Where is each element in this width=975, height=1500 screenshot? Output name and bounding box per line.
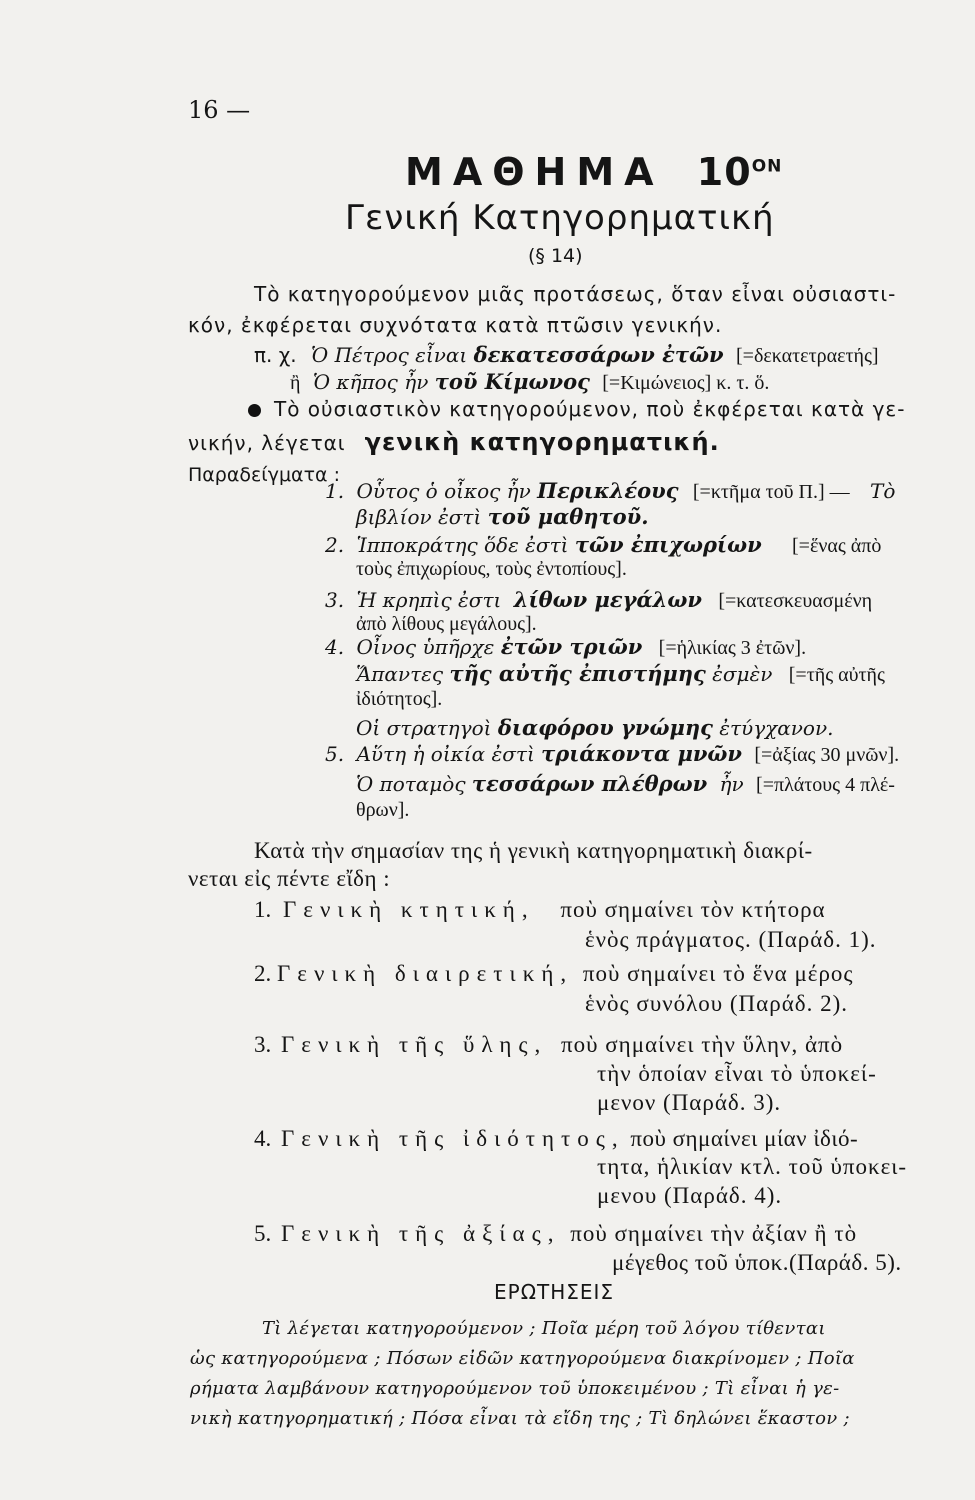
type-4 <box>254 1126 858 1152</box>
examples-label: Παραδείγματα : <box>188 464 340 486</box>
type-description: ποὺ σημαίνει μίαν ἰδιό- <box>630 1126 859 1151</box>
example-gloss: [=ἀξίας 30 μνῶν]. <box>754 744 900 766</box>
type-2 <box>254 961 854 987</box>
example-bold: διαφόρου γνώμης <box>497 715 713 740</box>
type-3 <box>254 1032 843 1058</box>
example-bold: τοῦ Κίμωνος <box>434 369 590 394</box>
type-name: Γενικὴ διαιρετική, <box>277 961 574 986</box>
type-name: Γενικὴ τῆς ἰδιότητος, <box>281 1126 625 1151</box>
example-number: 4. <box>325 635 345 659</box>
example-gloss: [=ἡλικίας 3 ἐτῶν]. <box>658 637 807 659</box>
question-line-3: ρήματα λαμβάνουν κατηγορούμενον τοῦ ὑποκειμένου ; Τὶ εἶναι ἡ γε- <box>190 1378 840 1399</box>
question-line-4: νικὴ κατηγορηματική ; Πόσα εἶναι τὰ εἴδη της ; Τὶ δηλώνει ἕκαστον ; <box>190 1408 850 1429</box>
lesson-number: 10 <box>696 150 752 194</box>
type-3-line-3: μενον (Παράδ. 3). <box>597 1090 782 1115</box>
lesson-number-suffix: ΟΝ <box>751 156 783 177</box>
example-gloss: [=πλάτους 4 πλέ- <box>756 774 895 796</box>
example-bold: τῆς αὐτῆς ἐπιστήμης <box>449 661 706 686</box>
example-4b-line-2: ἰδιότητος]. <box>356 688 443 710</box>
example-bold: τριάκοντα μνῶν <box>541 741 742 766</box>
type-description: ποὺ σημαίνει τὴν ἀξίαν ἢ τὸ <box>570 1221 858 1246</box>
type-2-line-2: ἑνὸς συνόλου (Παράδ. 2). <box>585 991 848 1016</box>
definition-line-2 <box>188 428 720 456</box>
example-italic: Ἅπαντες <box>356 662 444 686</box>
example-gloss: [=Κιμώνειος] κ. τ. ὅ. <box>602 372 770 394</box>
bullet-icon <box>248 404 261 417</box>
example-3 <box>325 587 872 613</box>
example-italic: Ἱπποκράτης ὅδε ἐστὶ <box>356 533 569 557</box>
example-4c <box>356 715 833 740</box>
type-3-line-2: τὴν ὁποίαν εἶναι τὸ ὑποκεί- <box>597 1061 877 1086</box>
type-description: ποὺ σημαίνει τὴν ὕλην, ἀπὸ <box>561 1032 844 1057</box>
example-bold: λίθων μεγάλων <box>513 587 702 612</box>
example-5b-line-2: θρων]. <box>356 799 410 821</box>
example-italic: Ὁ ποταμὸς <box>356 772 466 796</box>
question-line-1: Τὶ λέγεται κατηγορούμενον ; Ποῖα μέρη τοῦ λόγου τίθενται <box>262 1318 826 1339</box>
classification-line-2: νεται εἰς πέντε εἴδη : <box>188 866 391 891</box>
type-name: Γενικὴ κτητική, <box>283 897 535 922</box>
type-number: 1. <box>254 897 272 922</box>
example-italic: βιβλίον ἐστὶ <box>356 505 482 529</box>
type-5-line-2: μέγεθος τοῦ ὑποκ.(Παράδ. 5). <box>612 1250 902 1275</box>
example-bold: ἐτῶν τριῶν <box>500 634 643 659</box>
example-4 <box>325 634 806 660</box>
example-1-line-2 <box>356 504 649 529</box>
example-bold: τεσσάρων πλέθρων <box>471 771 708 796</box>
example-bold: δεκατεσσάρων ἐτῶν <box>473 342 724 367</box>
question-line-2: ὡς κατηγορούμενα ; Πόσων εἰδῶν κατηγορούμενα διακρίνομεν ; Ποῖα <box>190 1348 855 1369</box>
example-3-line-2: ἀπὸ λίθους μεγάλους]. <box>356 613 537 635</box>
type-description: ποὺ σημαίνει τὸν κτήτορα <box>560 897 826 922</box>
example-gloss: [=κατεσκευασμένη <box>718 590 873 612</box>
example-bold: τῶν ἐπιχωρίων <box>574 532 762 557</box>
example-italic: Οἱ στρατηγοὶ <box>356 716 492 740</box>
example-italic: Ὁ Πέτρος εἶναι <box>311 343 468 367</box>
lesson-title <box>405 150 782 194</box>
type-4-line-2: τητα, ἡλικίαν κτλ. τοῦ ὑποκει- <box>597 1154 908 1179</box>
example-italic: ἐσμὲν <box>712 662 773 686</box>
example-italic: Οἶνος ὑπῆρχε <box>356 635 495 659</box>
example-5 <box>325 741 899 767</box>
type-number: 5. <box>254 1221 272 1246</box>
example-prefix: ἢ <box>290 372 301 394</box>
lesson-subtitle: Γενική Κατηγορηματική <box>345 198 775 238</box>
example-italic: Αὕτη ἡ οἰκία ἐστὶ <box>356 742 535 766</box>
definition-text: νικήν, λέγεται <box>188 431 346 455</box>
type-1-line-2: ἑνὸς πράγματος. (Παράδ. 1). <box>585 927 877 952</box>
example-bold: τοῦ μαθητοῦ. <box>487 504 649 529</box>
example-italic: Ὁ κῆπος ἦν <box>312 370 429 394</box>
type-description: ποὺ σημαίνει τὸ ἕνα μέρος <box>582 961 854 986</box>
example-5b <box>356 771 895 797</box>
type-1 <box>254 897 826 923</box>
questions-heading: ΕΡΩΤΗΣΕΙΣ <box>494 1280 615 1304</box>
example-italic: Ἡ κρηπὶς ἐστι <box>356 588 502 612</box>
definition-term: γενικὴ κατηγορηματική. <box>364 428 720 456</box>
type-5 <box>254 1221 857 1247</box>
example-prefix: π. χ. <box>254 343 297 367</box>
type-name: Γενικὴ τῆς ἀξίας, <box>281 1221 561 1246</box>
intro-line-1: Τὸ κατηγορούμενον μιᾶς προτάσεως, ὅταν εἶναι οὐσιαστι- <box>254 282 897 306</box>
example-italic: ἐτύγχανον. <box>719 716 834 740</box>
example-italic: Οὗτος ὁ οἶκος ἦν <box>356 479 531 503</box>
definition-line-1: Τὸ οὐσιαστικὸν κατηγορούμενον, ποὺ ἐκφέρεται κατὰ γε- <box>274 397 906 421</box>
example-4b <box>356 661 885 687</box>
example-intro-line-2 <box>290 369 769 395</box>
example-bold: Περικλέους <box>537 478 679 503</box>
type-number: 3. <box>254 1032 272 1057</box>
example-1 <box>325 478 895 504</box>
type-name: Γενικὴ τῆς ὕλης, <box>281 1032 548 1057</box>
example-gloss: [=δεκατετραετής] <box>736 345 879 367</box>
example-number: 5. <box>325 742 345 766</box>
example-gloss: [=τῆς αὐτῆς <box>788 664 885 686</box>
example-italic: Τὸ <box>870 479 896 503</box>
intro-line-2: κόν, ἐκφέρεται συχνότατα κατὰ πτῶσιν γενικήν. <box>188 313 723 337</box>
type-4-line-3: μενου (Παράδ. 4). <box>597 1183 783 1208</box>
type-number: 4. <box>254 1126 272 1151</box>
lesson-word: ΜΑΘΗΜΑ <box>405 150 664 194</box>
section-reference: (§ 14) <box>528 245 583 267</box>
example-italic: ἦν <box>719 772 744 796</box>
example-number: 2. <box>325 533 345 557</box>
page-number: 16 — <box>188 96 251 124</box>
example-number: 1. <box>325 479 345 503</box>
classification-line-1: Κατὰ τὴν σημασίαν της ἡ γενικὴ κατηγορηματικὴ διακρί- <box>254 838 813 863</box>
example-number: 3. <box>325 588 345 612</box>
example-gloss: [=κτῆμα τοῦ Π.] — <box>692 481 850 503</box>
example-intro-line-1 <box>254 342 879 368</box>
example-gloss: [=ἕνας ἀπὸ <box>792 535 882 557</box>
type-number: 2. <box>254 961 272 986</box>
example-2-line-2: τοὺς ἐπιχωρίους, τοὺς ἐντοπίους]. <box>356 558 627 580</box>
example-2 <box>325 532 881 558</box>
